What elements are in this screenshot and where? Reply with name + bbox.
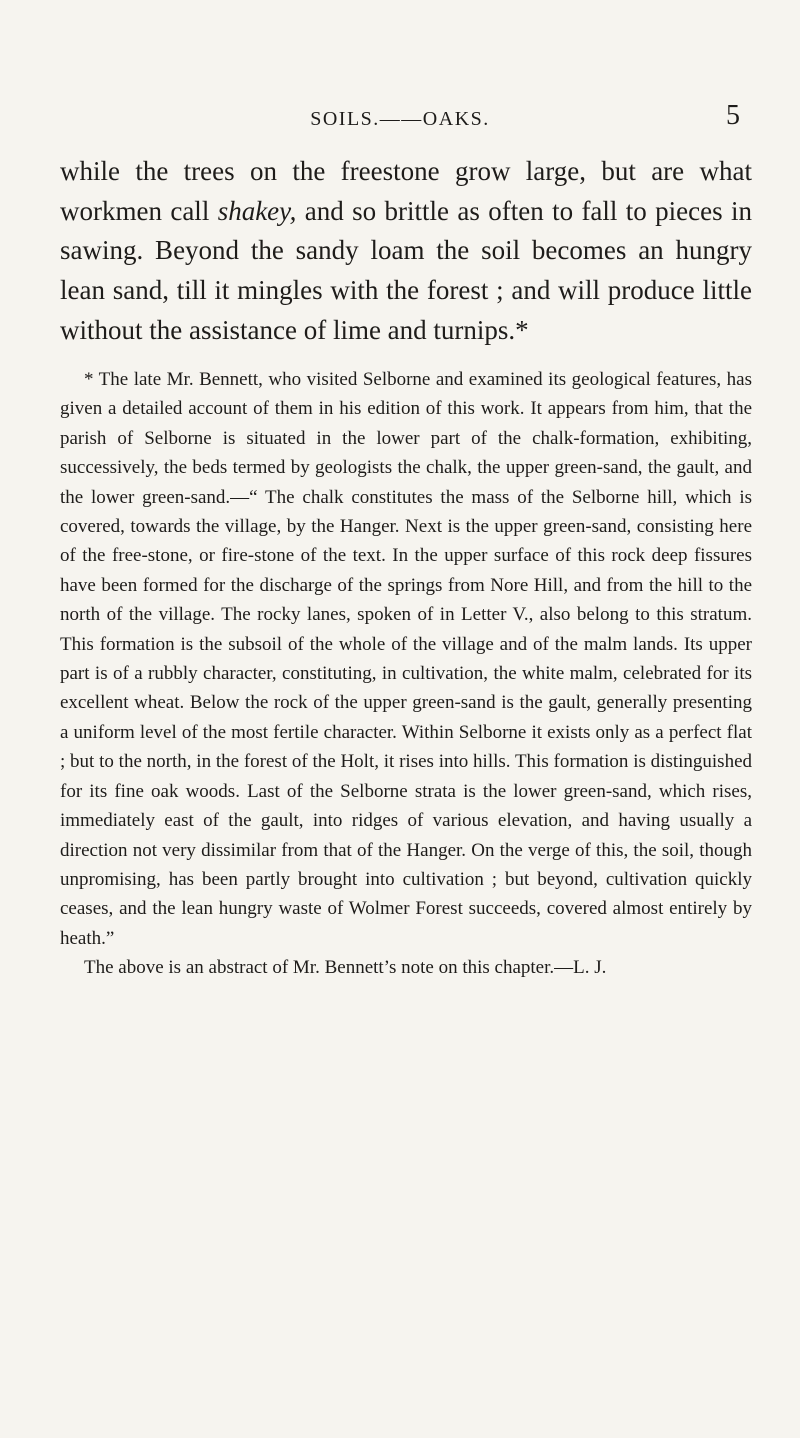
main-text-end: and so brittle as often to fall to pieces in sawing. Beyond the sandy loam the soil becomes an hungry lean sand, till it mingles with the forest ; and will produce little without the assistance of lime and turnips.* <box>60 195 752 345</box>
page-number: 5 <box>726 100 740 131</box>
main-paragraph <box>60 152 752 351</box>
running-title: SOILS.——OAKS. <box>310 108 490 130</box>
footnote <box>60 365 752 983</box>
footnote-paragraph-2: The above is an abstract of Mr. Bennett’s note on this chapter.—L. J. <box>84 957 607 979</box>
running-head <box>60 100 740 140</box>
footnote-paragraph-1: * The late Mr. Bennett, who visited Selborne and examined its geological features, has given a detailed account of them in his edition of this work. It appears from him, that the parish of Selborne is situated in the lower part of the chalk-formation, exhibiting, successively, the beds termed by geologists the chalk, the upper green-sand, the gault, and the lower green-sand.—“ The chalk constitutes the mass of the Selborne hill, which is covered, towards the village, by the Hanger. Next is the upper green-sand, consisting here of the free-stone, or fire-stone of the text. In the upper surface of this rock deep fissures have been formed for the discharge of the springs from Nore Hill, and from the hill to the north of the village. The rocky lanes, spoken of in Letter V., also belong to this stratum. This formation is the subsoil of the whole of the village and of the malm lands. Its upper part is of a rubbly character, constituting, in cultivation, the white malm, celebrated for its excellent wheat. Below the rock of the upper green-sand is the gault, generally presenting a uniform level of the most fertile character. Within Selborne it exists only as a perfect flat ; but to the north, in the forest of the Holt, it rises into hills. This formation is distinguished for its fine oak woods. Last of the Selborne strata is the lower green-sand, which rises, immediately east of the gault, into ridges of various elevation, and having usually a direction not very dissimilar from that of the Hanger. On the verge of this, the soil, though unpromising, has been partly brought into cultivation ; but beyond, cultivation quickly ceases, and the lean hungry waste of Wolmer Forest succeeds, covered almost entirely by heath.” <box>60 369 752 949</box>
main-text-italic: shakey, <box>217 195 297 226</box>
main-text-start: while the trees on the freestone grow large, but are what workmen call <box>60 156 752 226</box>
